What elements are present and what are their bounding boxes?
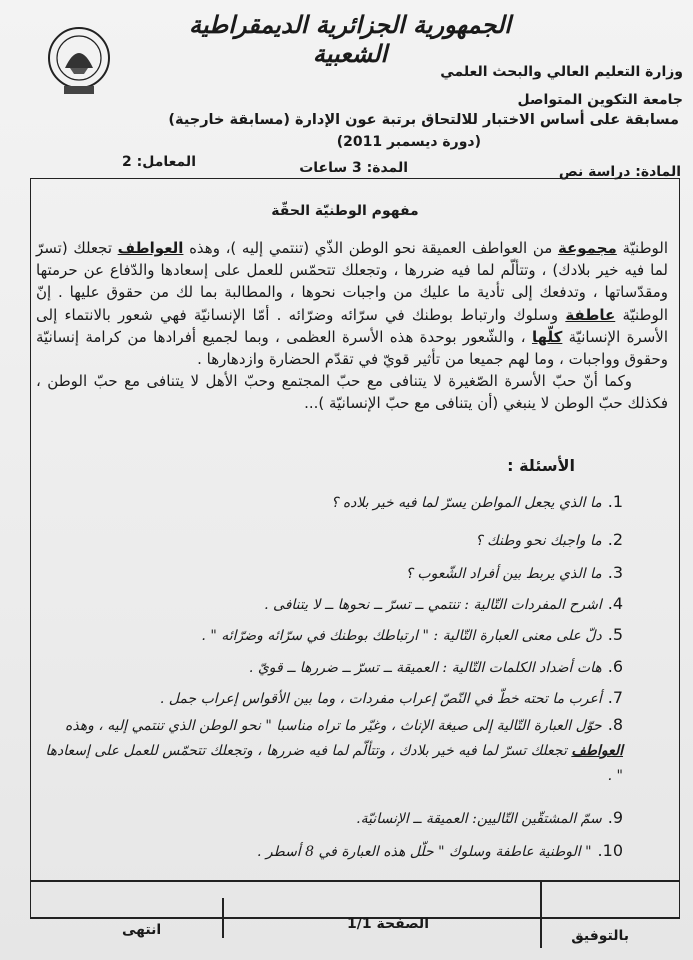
good-luck-label: بالتوفيق — [571, 928, 629, 944]
question-3: 3.ما الذي يربط بين أفراد الشّعوب ؟ — [405, 563, 623, 582]
session-line: (دورة ديسمبر 2011) — [336, 134, 481, 150]
underlined-word-2: العواطف — [117, 239, 184, 257]
university-logo — [40, 24, 118, 96]
duration-label: المدة: 3 ساعات — [299, 160, 408, 176]
exam-line: مسابقة على أساس الاختبار للالتحاق برتبة عون الإدارة (مسابقة خارجية) — [168, 112, 679, 128]
text-title: مفهوم الوطنيّة الحقّة — [271, 203, 419, 219]
page-number: الصفحة 1/1 — [347, 916, 429, 932]
question-6: 6.هات أضداد الكلمات التّالية : العميقة ــ تسرّ ــ ضررها ــ قويّ . — [248, 657, 623, 676]
coefficient-label: المعامل: 2 — [122, 154, 196, 170]
p1-part-b: من العواطف العميقة نحو الوطن الذّي (تنتمي إليه )، وهذه — [183, 239, 558, 257]
questions-title: الأسئلة : — [507, 456, 575, 475]
underlined-word-3: عاطفة — [565, 305, 616, 324]
p1-part-e: ، والشّعور بوحدة هذه الأسرة العظمى ، وبما لجميع أفرادها من كرامة إنسانيّة وحقوق وواجبات ، وما لهم جميعا من تأثير قويّ في تقدّم الحضارة وازدهارها . — [36, 327, 668, 369]
question-8: 8.حوّل العبارة التّالية إلى صيغة الإناث ، وغيّر ما تراه مناسبا " نحو الوطن الذي تنتمي إليه ، وهذه العواطف تجعلك تسرّ لما فيه خير بلادك ، وتتألّم لما فيه ضررها ، وتجعلك تتحمّس للعمل على إسعادها " . — [45, 715, 623, 784]
question-9: 9.سمّ المشتقّين التّاليين: العميقة ــ الإنسانيّة. — [356, 808, 623, 827]
p1-part-d: وسلوك وارتباط بوطنك في سرّائه وضرّائه . أمّا الإنسانيّة فهي شعور بالانتماء إلى الأسرة الإنسانيّة — [36, 305, 668, 346]
underlined-word-q8: العواطف — [571, 743, 623, 759]
p1-part-a: الوطنيّة — [616, 239, 668, 257]
p1-part-c: تجعلك (تسرّ لما فيه خير بلادك) ، وتتألّم لما فيه ضررها ، وتجعلك تتحمّس للعمل على إسعادها والدّفاع عن حرمتها ومقدّساتها ، وتدفعك إلى تأدية ما عليك من واجبات نحوها ، والمطالبة بما لك من حقوق عليها . إنّ الوطنيّة — [36, 239, 668, 324]
text-paragraph-1 — [36, 237, 668, 415]
underlined-word-1: مجموعة — [557, 239, 617, 257]
underlined-word-4: كلّها — [531, 327, 563, 346]
question-7: 7.أعرب ما تحته خطّ في النّصّ إعراب مفردات ، وما بين الأقواس إعراب جمل . — [159, 688, 623, 707]
logo-emblem-icon — [40, 24, 118, 96]
question-2: 2.ما واجبك نحو وطنك ؟ — [475, 530, 623, 549]
footer-divider-left — [222, 898, 224, 938]
footer-divider-right — [540, 880, 542, 948]
question-10: 10." الوطنية عاطفة وسلوك " حلّل هذه العبارة في 8 أسطر . — [256, 841, 623, 860]
republic-title: الجمهورية الجزائرية الديمقراطية الشعبية — [189, 10, 511, 68]
question-5: 5.دلّ على معنى العبارة التّالية : " ارتباطك بوطنك في سرّائه وضرّائه " . — [201, 625, 623, 644]
footer-top-border — [30, 880, 680, 882]
university-line: جامعة التكوين المتواصل — [517, 92, 683, 108]
question-4: 4.اشرح المفردات التّالية : تنتمي ــ تسرّ ــ نحوها ــ لا يتنافى . — [264, 594, 623, 613]
text-paragraph-2: وكما أنّ حبّ الأسرة الصّغيرة لا يتنافى مع حبّ المجتمع وحبّ الأهل لا يتنافى مع حبّ الوطن ، فكذلك حبّ الوطن لا ينبغي (أن يتنافى مع حبّ الإنسانيّة )... — [36, 372, 668, 413]
question-1: 1.ما الذي يجعل المواطن يسرّ لما فيه خير بلاده ؟ — [330, 492, 623, 511]
subject-label: المادة: دراسة نص — [558, 164, 681, 180]
end-label: انتهى — [122, 922, 162, 938]
ministry-line: وزارة التعليم العالي والبحث العلمي — [440, 64, 683, 80]
